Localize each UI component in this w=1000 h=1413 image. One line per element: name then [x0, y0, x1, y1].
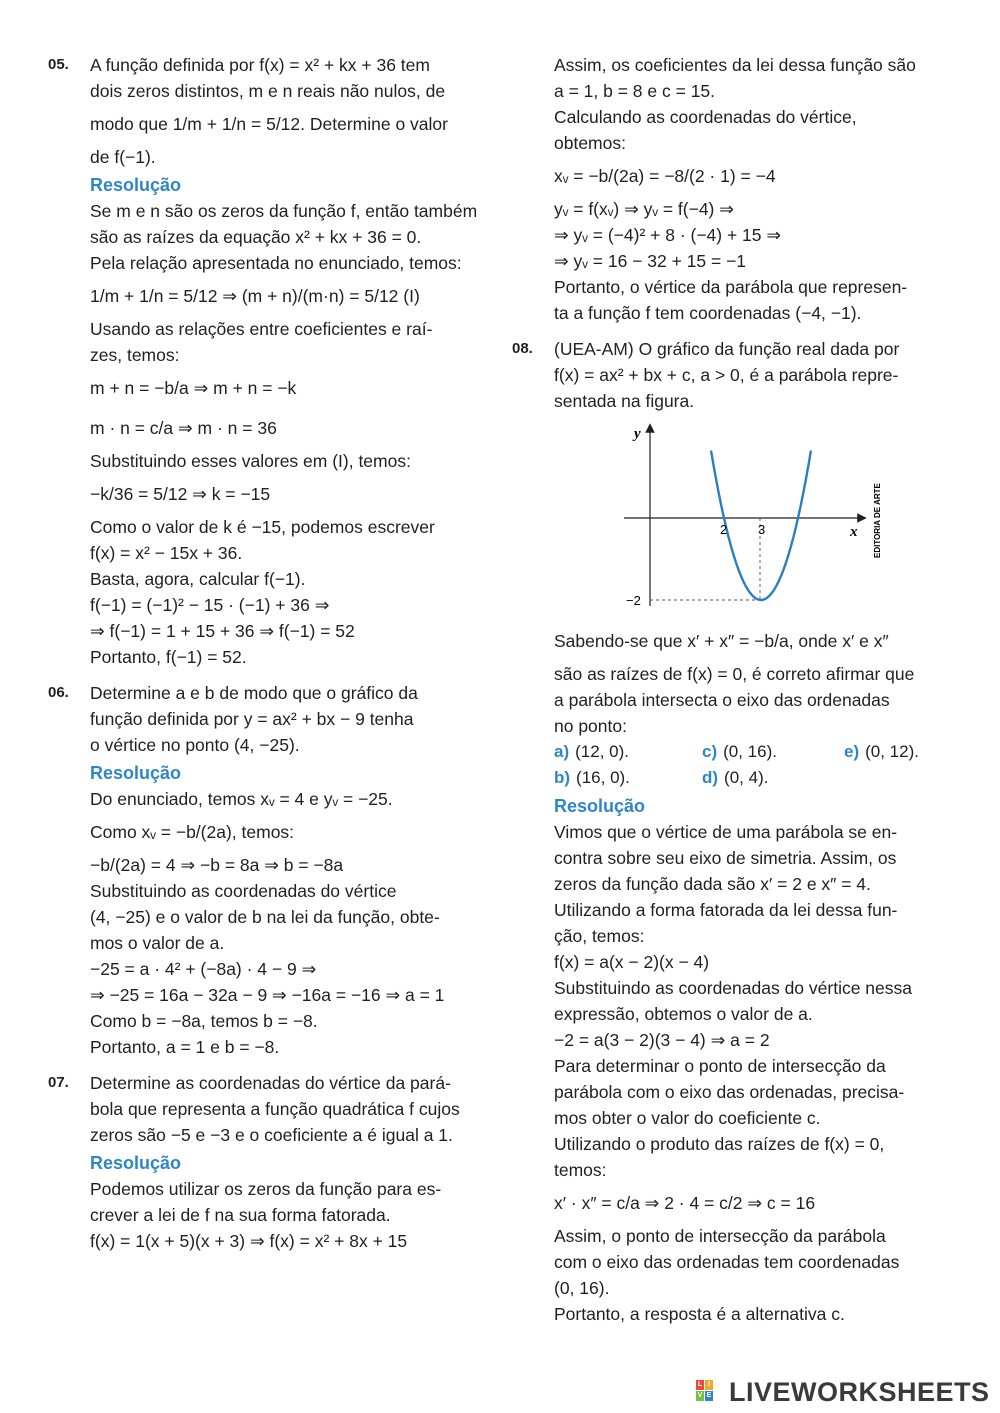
resolution-line: −b/(2a) = 4 ⇒ −b = 8a ⇒ b = −8a: [90, 855, 344, 875]
statement-line: são as raízes de f(x) = 0, é correto afirmar que: [554, 664, 915, 684]
option-c[interactable]: [702, 739, 844, 765]
resolution-body: [48, 1176, 476, 1254]
parabola-graph: [624, 422, 940, 617]
right-column: [512, 52, 940, 1337]
resolution-line: f(x) = a(x − 2)(x − 4): [554, 952, 710, 972]
option-text: (12, 0).: [575, 742, 629, 761]
option-a[interactable]: [554, 739, 702, 765]
resolution-line: Como xᵥ = −b/(2a), temos:: [90, 822, 295, 842]
resolution-line: Assim, o ponto de intersecção da parábola: [554, 1226, 886, 1246]
resolution-line: −25 = a · 4² + (−8a) · 4 − 9 ⇒: [90, 959, 317, 979]
statement-line: dois zeros distintos, m e n reais não nulos, de: [90, 81, 446, 101]
resolution-body: [48, 198, 476, 670]
resolution-line: xᵥ = −b/(2a) = −8/(2 · 1) = −4: [554, 166, 776, 186]
resolution-line: Para determinar o ponto de intersecção da: [554, 1056, 886, 1076]
resolution-line: zeros da função dada são x′ = 2 e x″ = 4.: [554, 874, 871, 894]
logo-cell: L: [697, 1381, 703, 1388]
x-axis-label: x: [850, 524, 858, 540]
option-text: (16, 0).: [576, 768, 630, 787]
option-letter: c): [702, 742, 718, 761]
left-column: [48, 52, 476, 1264]
statement-line: modo que 1/m + 1/n = 5/12. Determine o valor: [90, 114, 448, 134]
logo-cell: E: [706, 1392, 712, 1399]
liveworksheets-logo[interactable]: [696, 1376, 996, 1408]
statement-line: bola que representa a função quadrática f cujos: [90, 1099, 460, 1119]
resolution-line: ção, temos:: [554, 926, 645, 946]
resolution-line: Usando as relações entre coeficientes e raí-: [90, 319, 433, 339]
resolution-line: ⇒ yᵥ = (−4)² + 8 · (−4) + 15 ⇒: [554, 225, 782, 245]
question-number: 07.: [48, 1074, 69, 1091]
resolution-line: yᵥ = f(xᵥ) ⇒ yᵥ = f(−4) ⇒: [554, 199, 734, 219]
resolution-line: parábola com o eixo das ordenadas, precisa-: [554, 1082, 905, 1102]
resolution-line: contra sobre seu eixo de simetria. Assim, os: [554, 848, 897, 868]
resolution-line: Portanto, a = 1 e b = −8.: [90, 1037, 280, 1057]
statement-line: função definida por y = ax² + bx − 9 tenha: [90, 709, 414, 729]
resolution-line: Portanto, f(−1) = 52.: [90, 647, 247, 667]
resolution-heading: Resolução: [90, 175, 182, 195]
resolution-line: Do enunciado, temos xᵥ = 4 e yᵥ = −25.: [90, 789, 393, 809]
x-tick-label: 2: [720, 522, 728, 537]
resolution-line: 1/m + 1/n = 5/12 ⇒ (m + n)/(m·n) = 5/12 (I): [90, 286, 420, 306]
resolution-line: Assim, os coeficientes da lei dessa função são: [554, 55, 916, 75]
resolution-line: são as raízes da equação x² + kx + 36 = 0.: [90, 227, 422, 247]
logo-mark-icon: [696, 1380, 724, 1404]
option-letter: d): [702, 768, 719, 787]
resolution-line: f(x) = x² − 15x + 36.: [90, 543, 243, 563]
statement-line: f(x) = ax² + bx + c, a > 0, é a parábola repre-: [554, 365, 899, 385]
resolution-line: Substituindo as coordenadas do vértice nessa: [554, 978, 913, 998]
graph-credit: EDITORIA DE ARTE: [873, 483, 882, 558]
option-letter: b): [554, 768, 571, 787]
resolution-line: m + n = −b/a ⇒ m + n = −k: [90, 378, 297, 398]
resolution-line: Substituindo esses valores em (I), temos:: [90, 451, 411, 471]
statement-line: no ponto:: [554, 716, 627, 736]
resolution-line: a = 1, b = 8 e c = 15.: [554, 81, 716, 101]
logo-cell: I: [705, 1380, 713, 1390]
resolution-line: ⇒ −25 = 16a − 32a − 9 ⇒ −16a = −16 ⇒ a = 1: [90, 985, 445, 1005]
resolution-line: ⇒ yᵥ = 16 − 32 + 15 = −1: [554, 251, 747, 271]
y-axis-label: y: [634, 426, 641, 442]
resolution-line: Substituindo as coordenadas do vértice: [90, 881, 397, 901]
resolution-line: Se m e n são os zeros da função f, então também: [90, 201, 478, 221]
resolution-line: crever a lei de f na sua forma fatorada.: [90, 1205, 391, 1225]
statement-line: Sabendo-se que x′ + x″ = −b/a, onde x′ e x″: [554, 631, 889, 651]
logo-cell: V: [697, 1392, 703, 1399]
option-e[interactable]: [844, 739, 974, 765]
option-d[interactable]: [702, 765, 844, 791]
resolution-heading: Resolução: [90, 1153, 182, 1173]
statement-line: Determine as coordenadas do vértice da pará-: [90, 1073, 451, 1093]
y-tick-label: −2: [626, 593, 641, 608]
statement-line: (UEA-AM) O gráfico da função real dada por: [554, 339, 900, 359]
question-07: [48, 1070, 476, 1254]
resolution-line: mos obter o valor do coeficiente c.: [554, 1108, 821, 1128]
question-number: 08.: [512, 340, 533, 357]
resolution-line: expressão, obtemos o valor de a.: [554, 1004, 813, 1024]
question-06: [48, 680, 476, 1060]
statement-line: a parábola intersecta o eixo das ordenadas: [554, 690, 890, 710]
resolution-line: Utilizando a forma fatorada da lei dessa fun-: [554, 900, 898, 920]
option-text: (0, 12).: [865, 742, 919, 761]
resolution-line: Calculando as coordenadas do vértice,: [554, 107, 857, 127]
resolution-line: f(−1) = (−1)² − 15 · (−1) + 36 ⇒: [90, 595, 330, 615]
resolution-line: temos:: [554, 1160, 607, 1180]
resolution-body: [48, 786, 476, 1060]
option-text: (0, 4).: [724, 768, 769, 787]
q07-continuation: [512, 52, 940, 326]
x-tick-label: 3: [758, 522, 766, 537]
resolution-line: ta a função f tem coordenadas (−4, −1).: [554, 303, 862, 323]
option-b[interactable]: [554, 765, 702, 791]
resolution-line: −k/36 = 5/12 ⇒ k = −15: [90, 484, 271, 504]
option-text: (0, 16).: [723, 742, 777, 761]
resolution-line: Podemos utilizar os zeros da função para es-: [90, 1179, 442, 1199]
resolution-line: −2 = a(3 − 2)(3 − 4) ⇒ a = 2: [554, 1030, 770, 1050]
statement-line: sentada na figura.: [554, 391, 695, 411]
statement-line: A função definida por f(x) = x² + kx + 36 tem: [90, 55, 430, 75]
statement-line: o vértice no ponto (4, −25).: [90, 735, 300, 755]
resolution-line: m · n = c/a ⇒ m · n = 36: [90, 418, 277, 438]
resolution-line: ⇒ f(−1) = 1 + 15 + 36 ⇒ f(−1) = 52: [90, 621, 355, 641]
logo-text: LIVEWORKSHEETS: [729, 1377, 990, 1407]
resolution-line: Portanto, o vértice da parábola que represen-: [554, 277, 908, 297]
resolution-line: Pela relação apresentada no enunciado, temos:: [90, 253, 462, 273]
question-08: [512, 336, 940, 1327]
question-number: 06.: [48, 684, 69, 701]
resolution-line: obtemos:: [554, 133, 626, 153]
resolution-heading: Resolução: [90, 763, 182, 783]
resolution-line: f(x) = 1(x + 5)(x + 3) ⇒ f(x) = x² + 8x + 15: [90, 1231, 408, 1251]
statement-line: zeros são −5 e −3 e o coeficiente a é igual a 1.: [90, 1125, 453, 1145]
resolution-line: Utilizando o produto das raízes de f(x) = 0,: [554, 1134, 885, 1154]
statement-line: Determine a e b de modo que o gráfico da: [90, 683, 418, 703]
resolution-line: com o eixo das ordenadas tem coordenadas: [554, 1252, 900, 1272]
parabola-svg: [624, 422, 894, 612]
resolution-body: [512, 819, 940, 1327]
question-number: 05.: [48, 56, 69, 73]
resolution-line: Como o valor de k é −15, podemos escrever: [90, 517, 435, 537]
resolution-line: zes, temos:: [90, 345, 180, 365]
resolution-line: (4, −25) e o valor de b na lei da função, obte-: [90, 907, 440, 927]
resolution-line: Basta, agora, calcular f(−1).: [90, 569, 306, 589]
statement-line: de f(−1).: [90, 147, 156, 167]
resolution-line: (0, 16).: [554, 1278, 610, 1298]
option-letter: a): [554, 742, 570, 761]
resolution-line: x′ · x″ = c/a ⇒ 2 · 4 = c/2 ⇒ c = 16: [554, 1193, 816, 1213]
resolution-line: mos o valor de a.: [90, 933, 225, 953]
option-letter: e): [844, 742, 860, 761]
resolution-line: Portanto, a resposta é a alternativa c.: [554, 1304, 845, 1324]
question-05: [48, 52, 476, 670]
resolution-line: Vimos que o vértice de uma parábola se en-: [554, 822, 898, 842]
resolution-line: Como b = −8a, temos b = −8.: [90, 1011, 318, 1031]
answer-options: [512, 739, 940, 791]
resolution-heading: Resolução: [554, 796, 646, 816]
